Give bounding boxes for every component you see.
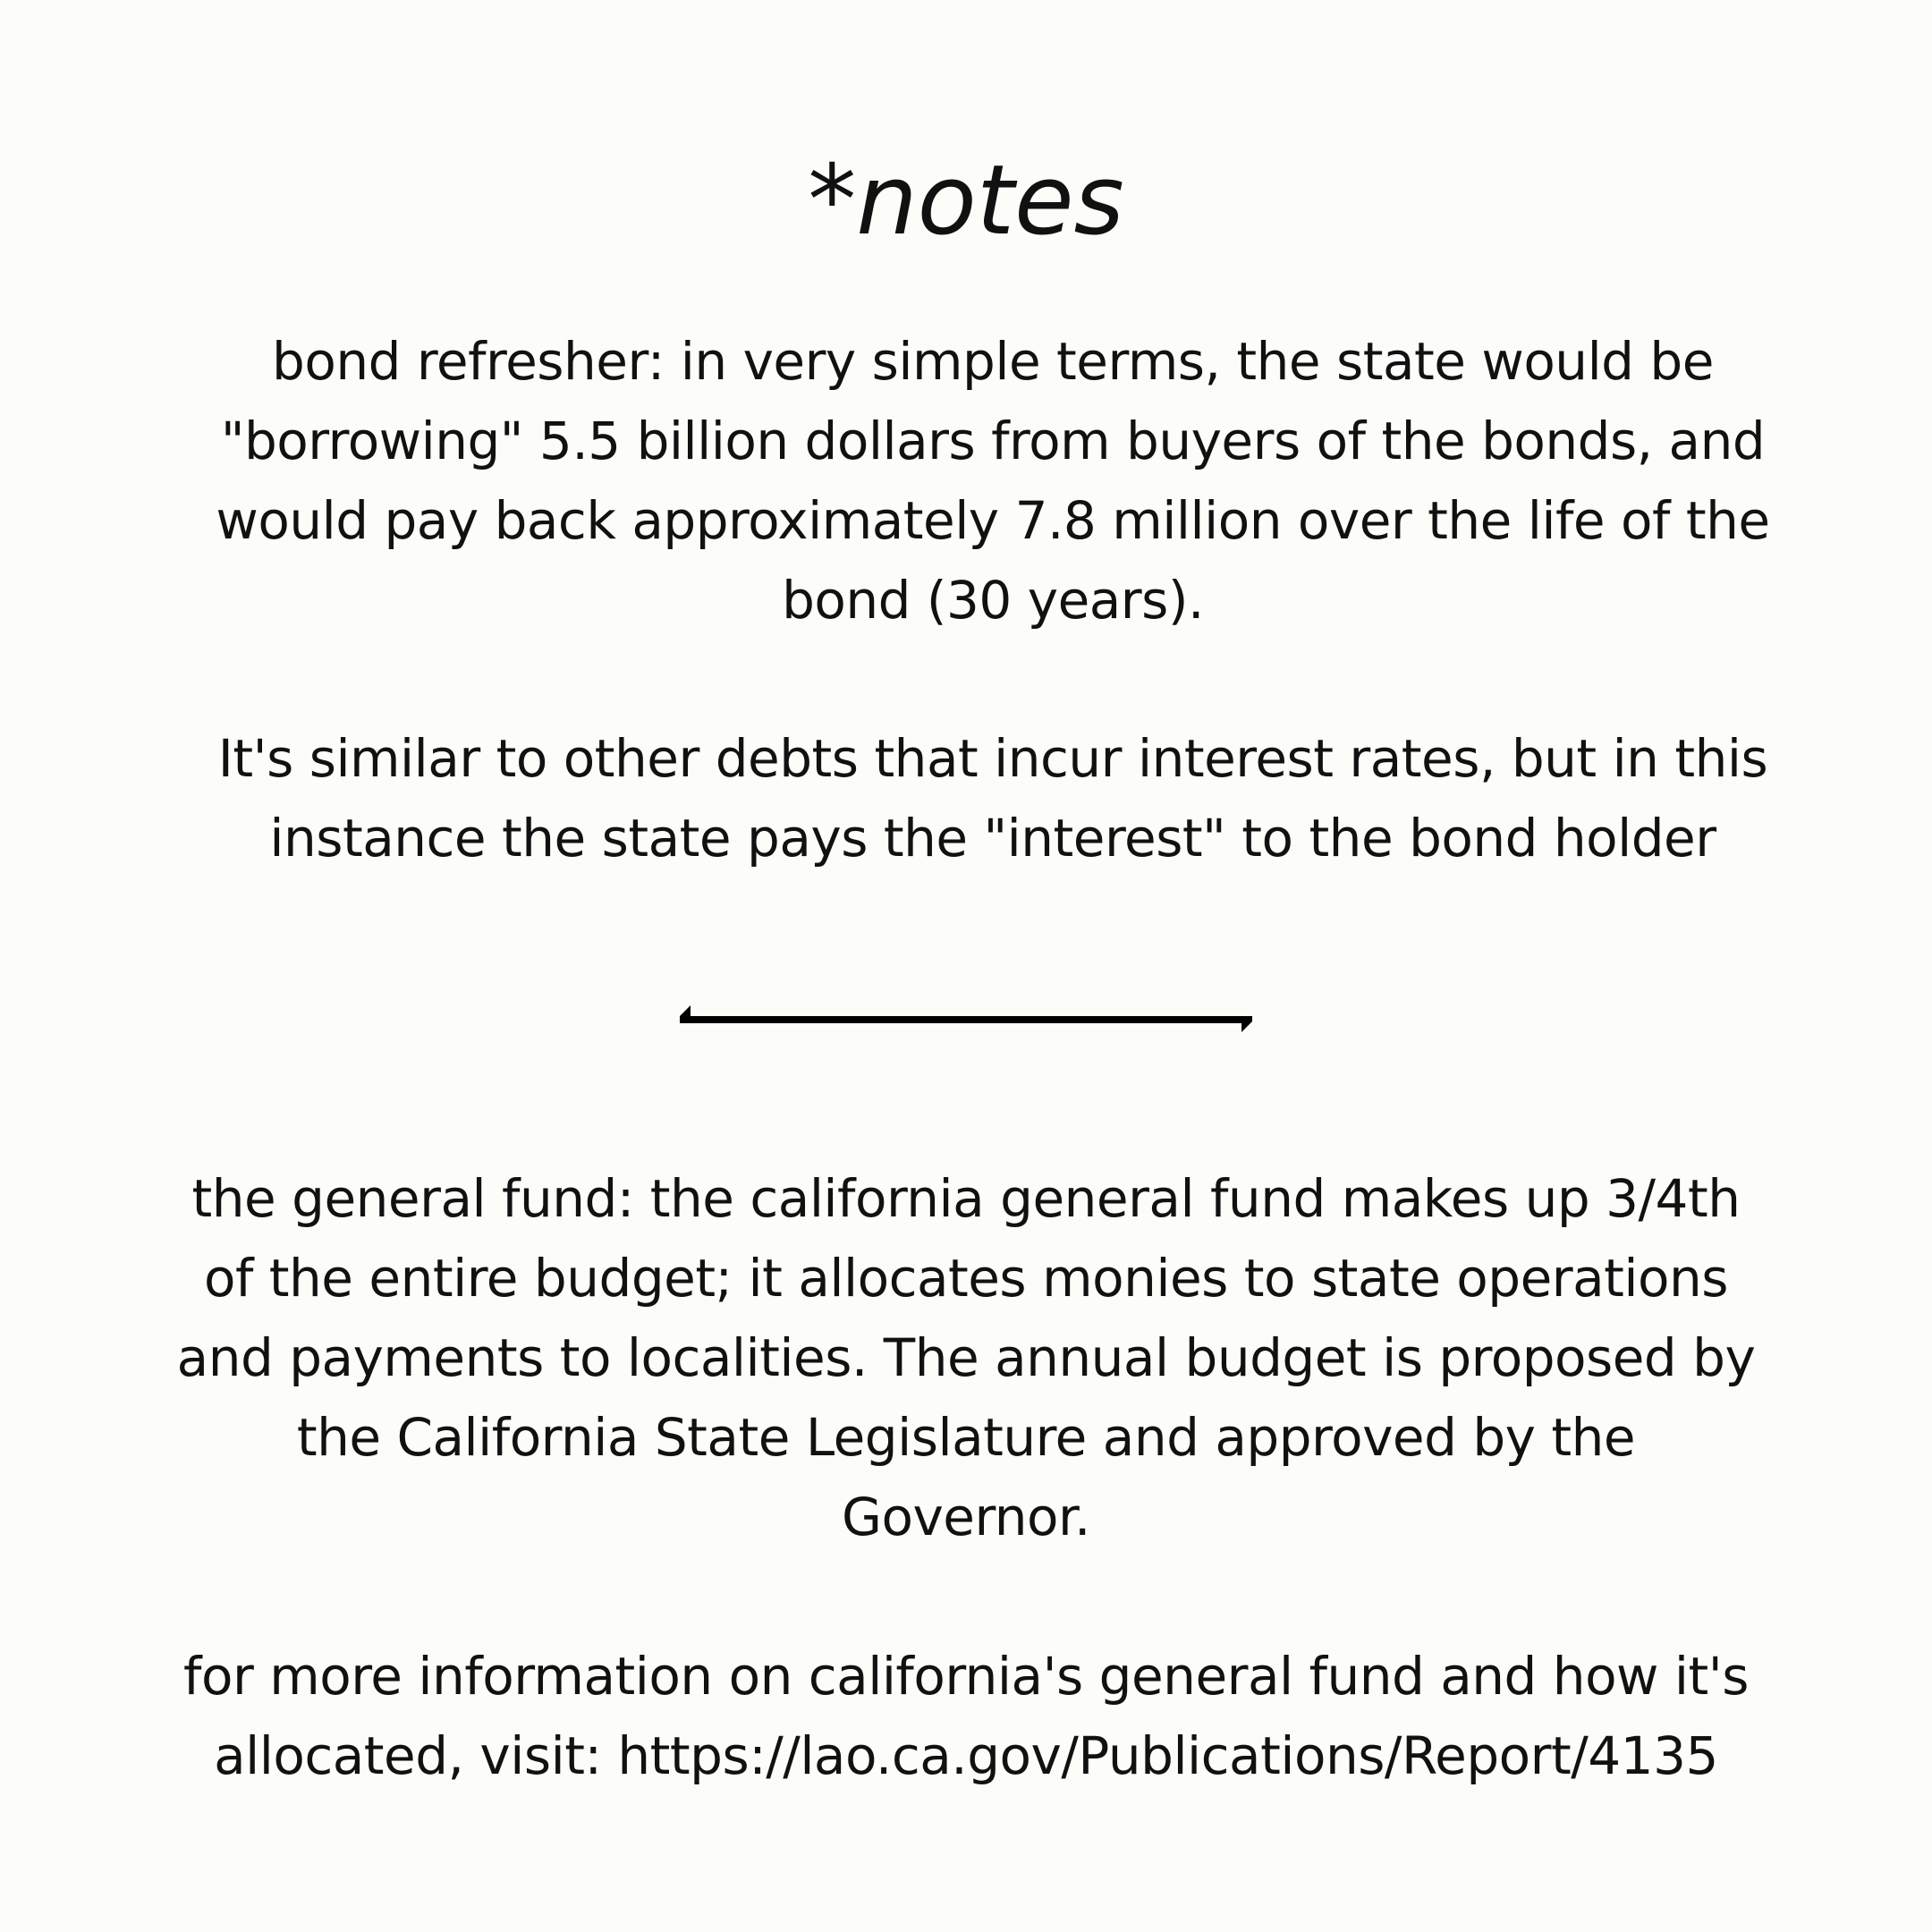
text-line: the California State Legislature and approved by the <box>296 1407 1636 1468</box>
text-line: bond (30 years). <box>782 570 1204 631</box>
interest-paragraph <box>161 719 1825 878</box>
page-title: *notes <box>808 145 1124 257</box>
text-line: the general fund: the california general fund makes up 3/4th <box>191 1168 1741 1229</box>
line-divider-icon <box>676 1000 1256 1036</box>
general-fund-paragraph <box>107 1159 1825 1557</box>
text-line: Governor. <box>842 1487 1090 1547</box>
text-line: It's similar to other debts that incur interest rates, but in this <box>217 728 1768 789</box>
more-info-paragraph <box>107 1637 1825 1796</box>
text-line: for more information on california's general fund and how it's <box>183 1646 1749 1707</box>
text-line: allocated, visit: https://lao.ca.gov/Publications/Report/4135 <box>214 1725 1718 1786</box>
text-line: bond refresher: in very simple terms, the state would be <box>272 331 1714 392</box>
bond-refresher-paragraph <box>161 322 1825 640</box>
text-line: of the entire budget; it allocates monies to state operations <box>203 1248 1729 1309</box>
text-line: instance the state pays the "interest" to the bond holder <box>269 808 1716 869</box>
text-line: "borrowing" 5.5 billion dollars from buyers of the bonds, and <box>220 411 1766 471</box>
text-line: and payments to localities. The annual budget is proposed by <box>176 1327 1756 1388</box>
text-line: would pay back approximately 7.8 million over the life of the <box>216 490 1770 551</box>
